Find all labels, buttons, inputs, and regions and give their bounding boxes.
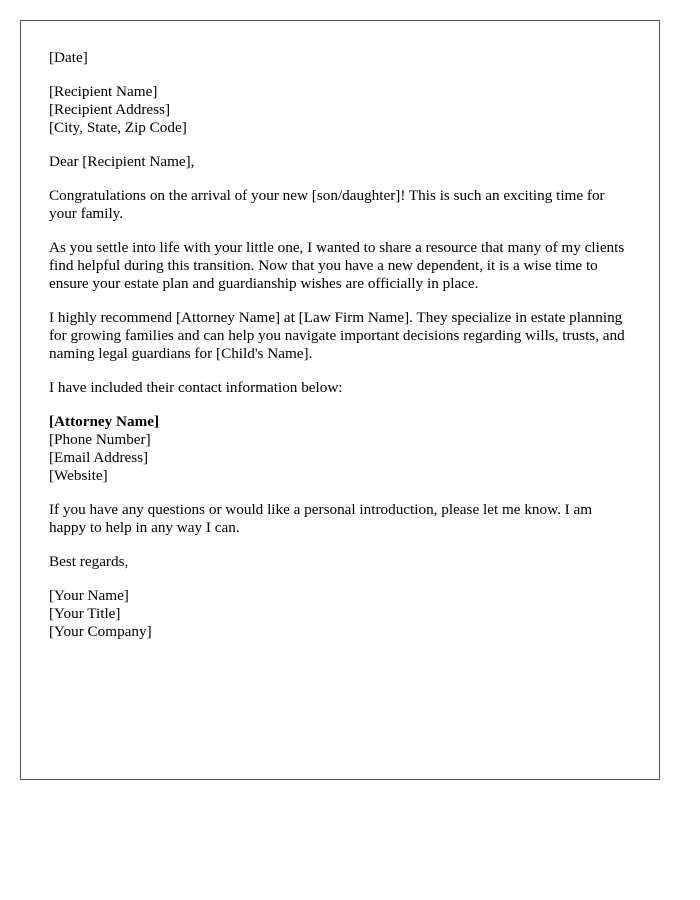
letter-date: [Date] [49, 49, 88, 66]
recipient-city-state-zip: [City, State, Zip Code] [49, 119, 187, 136]
recipient-address: [Recipient Address] [49, 101, 171, 118]
sign-off: Best regards, [49, 553, 129, 570]
sender-company: [Your Company] [49, 623, 152, 640]
paragraph-congratulations: Congratulations on the arrival of your new [son/daughter]! This is such an exciting time for your family. [49, 187, 605, 222]
recipient-address-block [49, 83, 631, 137]
letter-page [20, 20, 660, 780]
recipient-name: [Recipient Name] [49, 83, 158, 100]
attorney-contact-block [49, 413, 631, 485]
attorney-phone: [Phone Number] [49, 431, 151, 448]
attorney-email: [Email Address] [49, 449, 149, 466]
attorney-website: [Website] [49, 467, 108, 484]
sender-signature-block [49, 587, 631, 641]
attorney-name: [Attorney Name] [49, 413, 160, 430]
paragraph-contact-intro: I have included their contact information below: [49, 379, 343, 396]
paragraph-recommendation: I highly recommend [Attorney Name] at [Law Firm Name]. They specialize in estate planning for growing families and can help you navigate important decisions regarding wills, trusts, and naming legal guardians for [Child's Name]. [49, 309, 625, 362]
salutation: Dear [Recipient Name], [49, 153, 195, 170]
sender-title: [Your Title] [49, 605, 121, 622]
paragraph-closing: If you have any questions or would like a personal introduction, please let me know. I am happy to help in any way I can. [49, 501, 593, 536]
paragraph-resource: As you settle into life with your little one, I wanted to share a resource that many of my clients find helpful during this transition. Now that you have a new dependent, it is a wise time to ensure your estate plan and guardianship wishes are officially in place. [49, 239, 625, 292]
sender-name: [Your Name] [49, 587, 129, 604]
